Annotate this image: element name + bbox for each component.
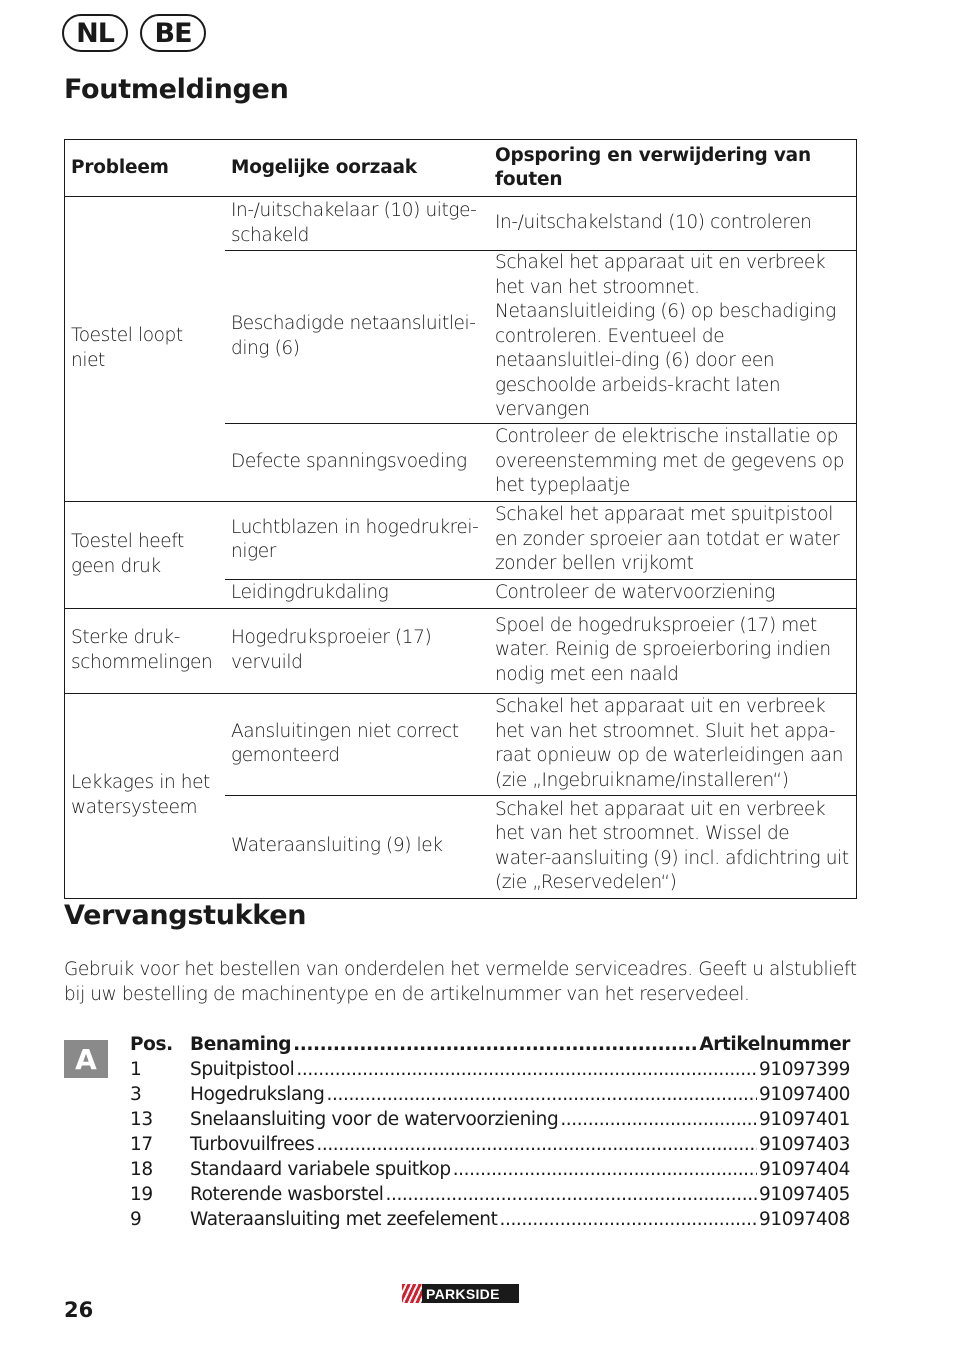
table-row <box>65 501 857 579</box>
part-number: 91097403 <box>759 1134 850 1155</box>
part-name: Snelaansluiting voor de watervoorziening <box>190 1109 559 1130</box>
page-number: 26 <box>64 1298 94 1322</box>
leader-dots <box>316 1132 757 1157</box>
column-header-solution: Opsporing en verwijdering van fouten <box>495 144 811 190</box>
spare-parts-intro: Gebruik voor het bestellen van onderdelen het vermelde serviceadres. Geeft u alstublieft bij uw bestelling de machinentype en de artikelnummer van het reservedeel. <box>64 959 857 1005</box>
cause-cell: Hogedruksproeier (17) vervuild <box>225 608 489 693</box>
figure-label-a: A <box>64 1040 108 1078</box>
parts-list-header <box>130 1032 850 1057</box>
language-badge-be: BE <box>140 14 206 52</box>
solution-cell: Schakel het apparaat uit en verbreek het van het stroomnet. Sluit het appa-raat opnieuw op de waterleidingen aan (zie „Ingebruikname/installeren“) <box>489 693 857 795</box>
part-pos: 17 <box>130 1134 153 1155</box>
cause-cell: Leidingdrukdaling <box>225 579 489 608</box>
part-number: 91097401 <box>759 1109 850 1130</box>
part-pos: 1 <box>130 1059 142 1080</box>
leader-dots <box>453 1157 757 1182</box>
problem-cell: Sterke druk-schommelingen <box>65 608 226 693</box>
leader-dots <box>296 1057 757 1082</box>
language-badge-nl: NL <box>62 14 128 52</box>
solution-cell: Schakel het apparaat uit en verbreek het van het stroomnet. Netaansluitleiding (6) op beschadiging controleren. Eventueel de netaansluitlei-ding (6) door een geschoolde arbeids-kracht laten vervangen <box>489 251 857 424</box>
part-pos: 19 <box>130 1184 153 1205</box>
part-pos: 18 <box>130 1159 153 1180</box>
cause-cell: In-/uitschakelaar (10) uitge-schakeld <box>225 197 489 251</box>
cause-cell: Beschadigde netaansluitlei-ding (6) <box>225 251 489 424</box>
part-number: 91097405 <box>759 1184 850 1205</box>
parts-header-number: Artikelnummer <box>699 1034 850 1055</box>
part-name: Hogedrukslang <box>190 1084 325 1105</box>
parts-list-item <box>130 1207 850 1232</box>
table-row <box>65 608 857 693</box>
solution-cell: Controleer de watervoorziening <box>489 579 857 608</box>
part-name: Roterende wasborstel <box>190 1184 384 1205</box>
solution-cell: Spoel de hogedruksproeier (17) met water. Reinig de sproeierboring indien nodig met een naald <box>489 608 857 693</box>
part-number: 91097400 <box>759 1084 850 1105</box>
solution-cell: In-/uitschakelstand (10) controleren <box>489 197 857 251</box>
part-pos: 9 <box>130 1209 142 1230</box>
table-header-row <box>65 140 857 197</box>
parts-list-item <box>130 1182 850 1207</box>
solution-cell: Controleer de elektrische installatie op overeenstemming met de gegevens op het typeplaatje <box>489 423 857 501</box>
part-pos: 3 <box>130 1084 142 1105</box>
parts-list-item <box>130 1057 850 1082</box>
leader-dots <box>293 1032 697 1057</box>
logo-stripes-icon <box>402 1284 422 1303</box>
table-row <box>65 197 857 251</box>
logo-text: PARKSIDE <box>426 1285 500 1302</box>
part-pos: 13 <box>130 1109 153 1130</box>
leader-dots <box>560 1107 757 1132</box>
troubleshooting-table <box>64 139 857 899</box>
column-header-problem: Probleem <box>71 156 169 178</box>
cause-cell: Wateraansluiting (9) lek <box>225 795 489 898</box>
problem-cell: Toestel loopt niet <box>65 197 226 502</box>
parts-list-item <box>130 1157 850 1182</box>
parts-header-pos: Pos. <box>130 1034 173 1055</box>
cause-cell: Defecte spanningsvoeding <box>225 423 489 501</box>
solution-cell: Schakel het apparaat met spuitpistool en zonder sproeier aan totdat er water zonder bellen vrijkomt <box>489 501 857 579</box>
part-number: 91097399 <box>759 1059 850 1080</box>
table-row <box>65 693 857 795</box>
section-title-spare-parts: Vervangstukken <box>64 900 307 931</box>
part-name: Wateraansluiting met zeefelement <box>190 1209 498 1230</box>
section-title-error-messages: Foutmeldingen <box>64 74 289 105</box>
solution-cell: Schakel het apparaat uit en verbreek het van het stroomnet. Wissel de water-aansluiting (9) incl. afdichtring uit (zie „Reservedelen“) <box>489 795 857 898</box>
parts-list-item <box>130 1132 850 1157</box>
problem-cell: Toestel heeft geen druk <box>65 501 226 608</box>
problem-cell: Lekkages in het watersysteem <box>65 693 226 898</box>
column-header-cause: Mogelijke oorzaak <box>231 156 417 178</box>
part-number: 91097408 <box>759 1209 850 1230</box>
leader-dots <box>385 1182 757 1207</box>
part-name: Standaard variabele spuitkop <box>190 1159 451 1180</box>
parts-header-name: Benaming <box>190 1034 292 1055</box>
part-name: Spuitpistool <box>190 1059 295 1080</box>
part-name: Turbovuilfrees <box>190 1134 315 1155</box>
cause-cell: Aansluitingen niet correct gemonteerd <box>225 693 489 795</box>
parts-list <box>130 1032 850 1232</box>
leader-dots <box>499 1207 757 1232</box>
parts-list-item <box>130 1107 850 1132</box>
part-number: 91097404 <box>759 1159 850 1180</box>
parkside-logo <box>402 1284 519 1303</box>
language-badges <box>62 14 206 52</box>
leader-dots <box>327 1082 758 1107</box>
parts-list-item <box>130 1082 850 1107</box>
cause-cell: Luchtblazen in hogedrukrei-niger <box>225 501 489 579</box>
